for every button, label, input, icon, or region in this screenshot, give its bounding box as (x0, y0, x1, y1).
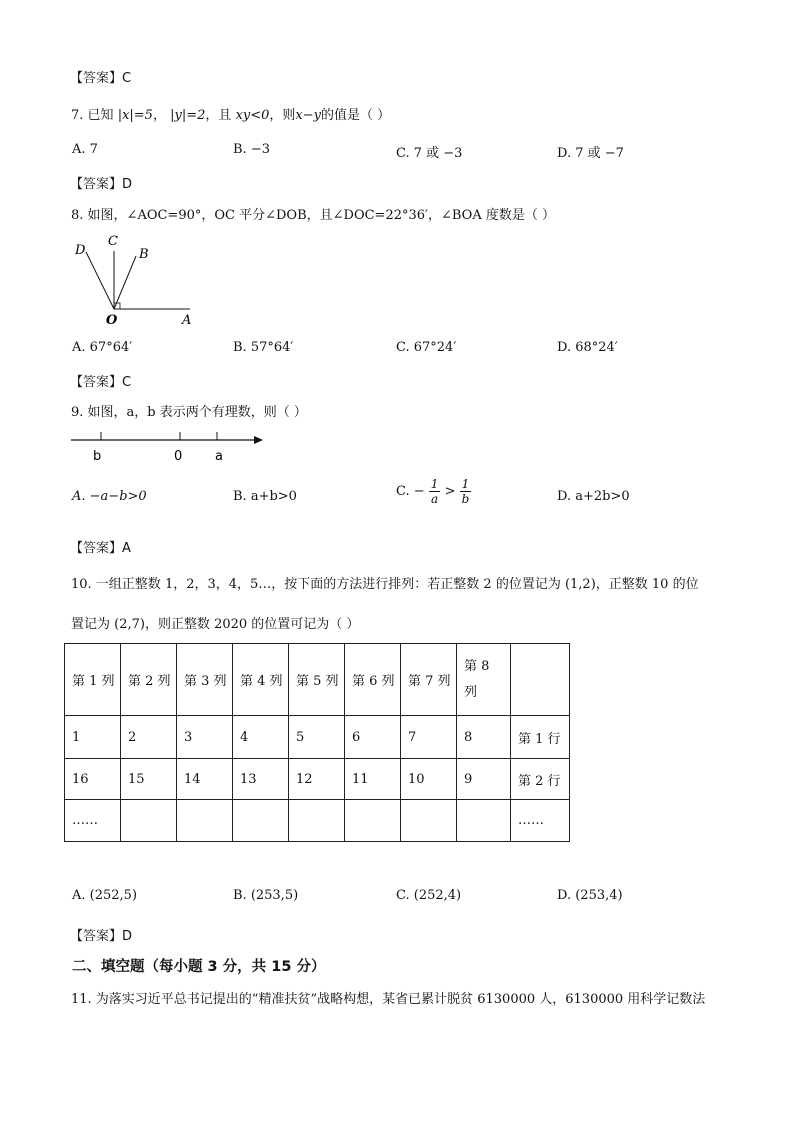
answer-tag: 【答案】 (70, 71, 123, 86)
option-b: B. −3 (233, 142, 270, 157)
math-expression: |x|=5 (117, 108, 153, 123)
table-cell: 第 6 列 (345, 644, 401, 716)
math-expression: |y|=2 (170, 108, 206, 123)
table-cell: 13 (233, 759, 289, 800)
table-row (65, 800, 570, 842)
answer-value: D (122, 177, 133, 192)
option-c: C. (252,4) (396, 888, 462, 903)
table-cell: 第 1 列 (65, 644, 121, 716)
question-7 (71, 104, 390, 123)
option-d: D. a+2b>0 (557, 489, 630, 504)
answer-tag: 【答案】 (70, 375, 123, 390)
table-cell: 15 (121, 759, 177, 800)
answer-line-q7 (70, 173, 132, 192)
table-cell (457, 644, 511, 716)
table-cell: 第 5 列 (289, 644, 345, 716)
option-a: A. 7 (72, 142, 98, 157)
ray-ob (114, 256, 136, 309)
table-cell: 5 (289, 716, 345, 759)
table-cell: 3 (177, 716, 233, 759)
table-cell: …… (511, 800, 570, 842)
question-text: ， (152, 108, 166, 123)
option-a: A. 67°64′ (72, 340, 133, 355)
table-cell: 2 (121, 716, 177, 759)
option-c: C. 7 或 −3 (396, 146, 463, 161)
table-cell: 16 (65, 759, 121, 800)
table-cell (345, 800, 401, 842)
table-cell: 第 4 列 (233, 644, 289, 716)
table-cell (233, 800, 289, 842)
table-cell (177, 800, 233, 842)
answer-line-q9 (70, 537, 131, 556)
question-10-line-1: 10. 一组正整数 1，2，3，4，5…，按下面的方法进行排列：若正整数 2 的位置记为 (1,2)，正整数 10 的位 (71, 577, 699, 592)
option-d: D. 68°24′ (557, 340, 618, 355)
denominator: a (431, 492, 439, 506)
answer-line-q8 (70, 371, 131, 390)
option-c-prefix: C. − (396, 484, 425, 499)
answer-value: A (122, 541, 131, 556)
math-expression: x−y (295, 108, 321, 123)
question-text: ，则 (269, 108, 296, 123)
question-11: 11. 为落实习近平总书记提出的“精准扶贫”战略构想，某省已累计脱贫 6130000 人，6130000 用科学记数法 (71, 992, 706, 1007)
table-header-row (65, 644, 570, 716)
axis-arrow (254, 436, 263, 444)
table-cell (401, 800, 457, 842)
math-expression: xy<0 (235, 108, 270, 123)
table-cell: 第 7 列 (401, 644, 457, 716)
table-cell: 14 (177, 759, 233, 800)
question-8 (71, 204, 555, 223)
table-cell (289, 800, 345, 842)
label-o: O (106, 313, 118, 327)
question-text: 如图，∠AOC=90°，OC 平分∠DOB，且∠DOC=22°36′，∠BOA 度数是（ ） (87, 208, 555, 223)
label-zero: 0 (174, 449, 183, 464)
table-cell: 4 (233, 716, 289, 759)
table-row (65, 716, 570, 759)
option-b: B. 57°64′ (233, 340, 294, 355)
header-part: 列 (464, 684, 478, 700)
question-number: 8. (71, 208, 84, 223)
option-c (396, 478, 471, 505)
option-a: A. −a−b>0 (72, 489, 147, 504)
numerator: 1 (461, 477, 470, 491)
option-b: B. (253,5) (233, 888, 299, 903)
ray-od (86, 252, 114, 309)
answer-line-q6 (70, 67, 131, 86)
answer-tag: 【答案】 (70, 929, 123, 944)
table-cell: 1 (65, 716, 121, 759)
table-cell: …… (65, 800, 121, 842)
question-text: ，且 (205, 108, 232, 123)
option-b: B. a+b>0 (233, 489, 297, 504)
question-number: 9. (71, 405, 84, 420)
table-cell: 9 (457, 759, 511, 800)
number-line (68, 428, 268, 466)
table-cell: 8 (457, 716, 511, 759)
table-cell: 10 (401, 759, 457, 800)
option-d: D. (253,4) (557, 888, 623, 903)
answer-value: D (122, 929, 133, 944)
inequality-sign: > (444, 484, 456, 499)
question-text: 如图，a，b 表示两个有理数，则（ ） (87, 405, 307, 420)
option-a: A. (252,5) (72, 888, 138, 903)
question-number: 7. (71, 108, 84, 123)
question-text: 已知 (87, 108, 114, 123)
option-d: D. 7 或 −7 (557, 146, 624, 161)
arrangement-table (64, 643, 570, 842)
table-cell (457, 800, 511, 842)
table-cell: 第 2 行 (511, 759, 570, 800)
question-text: 的值是（ ） (321, 108, 391, 123)
table-cell: 第 1 行 (511, 716, 570, 759)
table-cell (121, 800, 177, 842)
table-cell: 11 (345, 759, 401, 800)
table-cell: 12 (289, 759, 345, 800)
fraction (460, 478, 472, 505)
answer-tag: 【答案】 (70, 541, 123, 556)
answer-value: C (122, 71, 132, 86)
answer-tag: 【答案】 (70, 177, 123, 192)
label-c: C (108, 234, 118, 249)
label-d: D (75, 243, 86, 258)
label-a: A (182, 313, 192, 327)
denominator: b (461, 492, 470, 506)
table-cell: 第 3 列 (177, 644, 233, 716)
question-9 (71, 401, 307, 420)
label-b: b (93, 449, 102, 464)
fraction (429, 478, 441, 505)
table-cell: 7 (401, 716, 457, 759)
table-cell (511, 644, 570, 716)
header-part: 第 8 (464, 658, 490, 674)
label-a: a (215, 449, 223, 464)
option-c: C. 67°24′ (396, 340, 457, 355)
table-cell: 6 (345, 716, 401, 759)
numerator: 1 (430, 477, 439, 491)
question-10-line-2: 置记为 (2,7)，则正整数 2020 的位置可记为（ ） (71, 617, 360, 632)
answer-value: C (122, 375, 132, 390)
angle-diagram (70, 232, 205, 327)
table-row (65, 759, 570, 800)
label-b: B (139, 247, 149, 262)
section-heading: 二、填空题（每小题 3 分，共 15 分） (72, 959, 326, 975)
answer-line-q10 (70, 925, 132, 944)
table-cell: 第 2 列 (121, 644, 177, 716)
